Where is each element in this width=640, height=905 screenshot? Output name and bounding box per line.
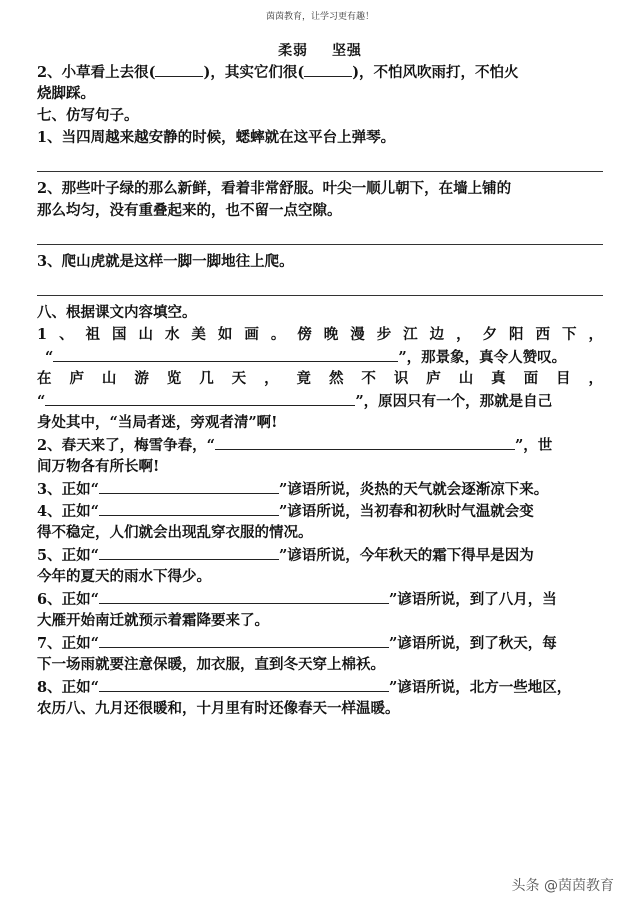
sec8-item-1-blank-1[interactable] (53, 346, 398, 362)
sec8-item-2-line-2: 间万物各有所长啊! (37, 458, 160, 475)
sec8-item-2-line-1: 2、春天来了，梅雪争春，“ ”，世 (37, 434, 603, 456)
sec7-item-1: 1、当四周越来越安静的时候，蟋蟀就在这平台上弹琴。 (37, 129, 396, 146)
sec8-item-1-line-1-char: 如 (217, 326, 233, 343)
worksheet-content (37, 61, 603, 720)
sec8-item-1-line-1-char: 夕 (482, 326, 498, 343)
sec8-item-8-line-1: 8、正如“ ”谚语所说，北方一些地区， (37, 676, 603, 698)
sec8-item-1-line-3-char: 然 (328, 370, 344, 387)
sec8-item-1-line-3-char: 不 (361, 370, 376, 387)
sec8-item-1-line-1-char: 美 (191, 326, 206, 343)
sec8-item-1-line-1-char: 江 (403, 326, 418, 343)
sec8-item-2-blank[interactable] (215, 434, 515, 450)
sec8-item-5-line-1: 5、正如“ ”谚语所说，今年秋天的霜下得早是因为 (37, 544, 603, 566)
sec8-item-8-blank[interactable] (99, 676, 389, 692)
sec8-item-1-line-3-char: 山 (458, 370, 474, 387)
section-7-heading: 七、仿写句子。 (37, 107, 139, 124)
section-8-heading: 八、根据课文内容填空。 (37, 304, 197, 321)
sec8-item-7-line-1: 7、正如“ ”谚语所说，到了秋天，每 (37, 632, 603, 654)
sec8-item-1-line-1-char: 祖 (85, 326, 101, 343)
sec8-item-1-line-3-char: 游 (134, 370, 149, 387)
sec8-item-3-blank[interactable] (99, 478, 279, 494)
sec8-item-1-line-3-char: ， (264, 370, 279, 387)
page-header: 茵茵教育，让学习更有趣！ (265, 12, 374, 22)
sec8-item-1-line-1-char: 、 (59, 326, 74, 343)
sec8-item-5-blank[interactable] (99, 544, 279, 560)
sec8-item-1-line-4: “ ”，原因只有一个，那就是自己 (37, 390, 603, 412)
sec8-item-1-line-1-char: 下 (561, 326, 577, 343)
sec8-item-1-line-1 (37, 324, 603, 346)
sec8-item-7-blank[interactable] (99, 632, 389, 648)
sec8-item-1-line-1-char: 。 (270, 326, 286, 343)
sec7-item-2-line-2: 那么均匀，没有重叠起来的，也不留一点空隙。 (37, 202, 342, 219)
sec8-item-1-line-1-char: ， (456, 326, 471, 343)
sec8-item-1-line-3-char: 识 (393, 370, 409, 387)
sec8-item-1-line-1-char: 步 (376, 326, 392, 343)
sec7-item-2-line-1: 2、那些叶子绿的那么新鲜，看着非常舒服。叶尖一顺儿朝下，在墙上铺的 (37, 180, 512, 197)
sec8-item-1-line-3-char: 真 (491, 370, 506, 387)
sec8-item-1-line-3-char: ， (588, 370, 603, 387)
sec8-item-6-line-1: 6、正如“ ”谚语所说，到了八月，当 (37, 588, 603, 610)
sec8-item-1-line-1-char: 阳 (509, 326, 524, 343)
sec8-item-1-line-3 (37, 368, 603, 390)
title-word-2: 坚强 (331, 43, 362, 59)
sec8-item-5-line-2: 今年的夏天的雨水下得少。 (37, 568, 211, 585)
sec8-item-1-line-3-char: 面 (523, 370, 539, 387)
sec8-item-1-line-3-char: 山 (101, 370, 117, 387)
q2-blank-1[interactable] (155, 61, 203, 77)
q2-line-2: 烧脚踩。 (37, 85, 95, 102)
sec8-item-1-line-1-char: 山 (138, 326, 153, 343)
sec7-answer-line-2[interactable] (37, 222, 603, 245)
sec8-item-1-line-1-char: 画 (244, 326, 259, 343)
sec8-item-6-line-2: 大雁开始南迁就预示着霜降要来了。 (37, 612, 269, 629)
sec8-item-1-line-1-char: 漫 (350, 326, 365, 343)
sec8-item-3: 3、正如“ ”谚语所说，炎热的天气就会逐渐凉下来。 (37, 478, 603, 500)
sec8-item-1-line-1-char: 边 (429, 326, 445, 343)
sec8-item-1-line-2: “ ”，那景象，真令人赞叹。 (37, 346, 603, 368)
sec8-item-4-blank[interactable] (99, 500, 279, 516)
sec8-item-1-line-1-char: 西 (535, 326, 550, 343)
sec8-item-1-line-5: 身处其中，“当局者迷，旁观者清”啊! (37, 414, 278, 431)
sec8-item-1-line-3-char: 目 (556, 370, 571, 387)
sec8-item-1-line-3-char: 竟 (296, 370, 311, 387)
page-title (0, 40, 640, 60)
sec8-item-1-line-1-char: 傍 (297, 326, 312, 343)
sec7-answer-line-3[interactable] (37, 273, 603, 296)
sec7-item-3: 3、爬山虎就是这样一脚一脚地往上爬。 (37, 253, 294, 270)
sec8-item-1-line-1-char: ， (588, 326, 603, 343)
sec8-item-1-line-3-char: 几 (199, 370, 214, 387)
sec8-item-7-line-2: 下一场雨就要注意保暖，加衣服，直到冬天穿上棉袄。 (37, 656, 385, 673)
sec8-item-1-line-1-char: 国 (112, 326, 127, 343)
sec8-item-1-line-3-char: 在 (37, 370, 52, 387)
sec8-item-1-line-3-char: 天 (231, 370, 247, 387)
sec8-item-8-line-2: 农历八、九月还很暖和，十月里有时还像春天一样温暖。 (37, 700, 400, 717)
q2-blank-2[interactable] (304, 61, 352, 77)
sec8-item-1-blank-2[interactable] (45, 390, 355, 406)
sec8-item-1-line-3-char: 览 (166, 370, 182, 387)
sec8-item-4-line-1: 4、正如“ ”谚语所说，当初春和初秋时气温就会变 (37, 500, 603, 522)
sec8-item-1-line-1-char: 水 (164, 326, 180, 343)
sec8-item-1-line-1-char: 1 (37, 326, 48, 343)
sec8-item-1-line-3-char: 庐 (426, 370, 441, 387)
sec8-item-1-line-1-char: 晚 (323, 326, 339, 343)
watermark-footer: 头条 @茵茵教育 (511, 878, 614, 894)
sec8-item-4-line-2: 得不稳定，人们就会出现乱穿衣服的情况。 (37, 524, 313, 541)
sec8-item-1-line-3-char: 庐 (69, 370, 84, 387)
q2-line-1: 2、小草看上去很( )，其实它们很( )，不怕风吹雨打，不怕火 (37, 61, 603, 83)
sec7-answer-line-1[interactable] (37, 149, 603, 172)
sec8-item-6-blank[interactable] (99, 588, 389, 604)
title-word-1: 柔弱 (278, 43, 309, 59)
